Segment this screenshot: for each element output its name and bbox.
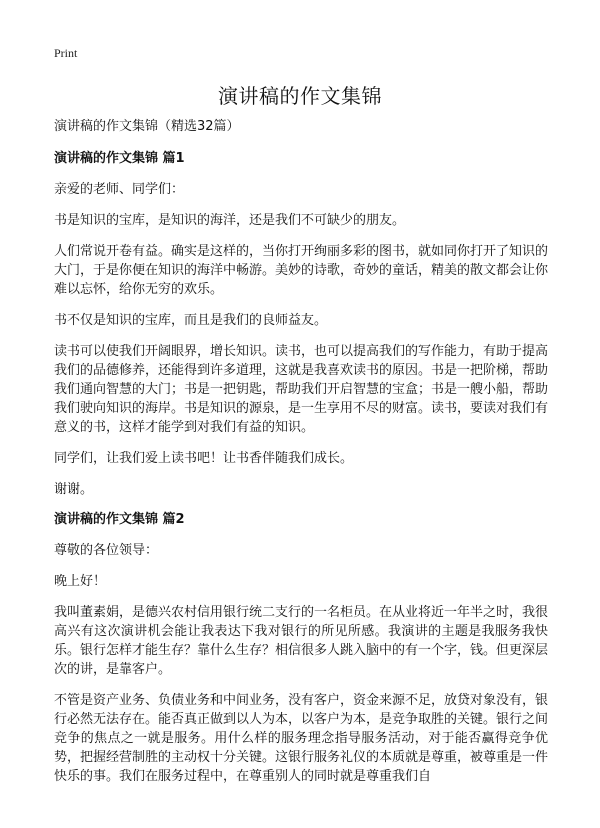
section-heading: 演讲稿的作文集锦 篇1: [54, 151, 185, 166]
paragraph: 书是知识的宝库，是知识的海洋，还是我们不可缺少的朋友。: [54, 213, 406, 228]
paragraph: 不管是资产业务、负债业务和中间业务，没有客户，资金来源不足，放贷对象没有，银行必然无法存在。能否真正做到以人为本，以客户为本，是竞争取胜的关键。银行之间竞争的焦点之一就是服务。用什么样的服务理念指导服务活动，对于能否赢得竞争优势，把握经营制胜的主动权十分关键。这银行服务礼仪的本质就是尊重，被尊重是一件快乐的事。我们在服务过程中，在尊重别人的同时就是尊重我们自: [54, 693, 549, 784]
paragraph: 晚上好！: [54, 574, 107, 589]
paragraph: 我叫董素娟，是德兴农村信用银行统二支行的一名柜员。在从业将近一年半之时，我很高兴有这次演讲机会能让我表达下我对银行的所见所感。我演讲的主题是我服务我快乐。银行怎样才能生存？靠什么生存？相信很多人跳入脑中的有一个字，钱。但更深层次的讲，是靠客户。: [54, 605, 549, 677]
paragraph: 书不仅是知识的宝库，而且是我们的良师益友。: [54, 313, 328, 328]
paragraph: 亲爱的老师、同学们：: [54, 182, 185, 197]
document-title: 演讲稿的作文集锦: [218, 84, 382, 108]
paragraph: 读书可以使我们开阔眼界，增长知识。读书，也可以提高我们的写作能力，有助于提高我们的品德修养，还能得到许多道理，这就是我喜欢读书的原因。书是一把阶梯，帮助我们通向智慧的大门；书是一把钥匙，帮助我们开启智慧的宝盒；书是一艘小船，帮助我们驶向知识的海岸。书是知识的源泉，是一生享用不尽的财富。读书，要读对我们有意义的书，这样才能学到对我们有益的知识。: [54, 344, 549, 435]
section-2: [54, 511, 548, 786]
document-subtitle: 演讲稿的作文集锦（精选32篇）: [54, 119, 240, 134]
paragraph: 同学们，让我们爱上读书吧！让书香伴随我们成长。: [54, 451, 354, 466]
section-heading: 演讲稿的作文集锦 篇2: [54, 512, 185, 527]
print-label: Print: [54, 46, 78, 60]
paragraph: 尊敬的各位领导：: [54, 543, 159, 558]
document-body: [54, 118, 548, 798]
paragraph: 谢谢。: [54, 482, 94, 497]
section-1: [54, 150, 548, 499]
paragraph: 人们常说开卷有益。确实是这样的，当你打开绚丽多彩的图书，就如同你打开了知识的大门，于是你便在知识的海洋中畅游。美妙的诗歌，奇妙的童话，精美的散文都会让你难以忘怀，给你无穷的欢乐。: [54, 244, 549, 297]
